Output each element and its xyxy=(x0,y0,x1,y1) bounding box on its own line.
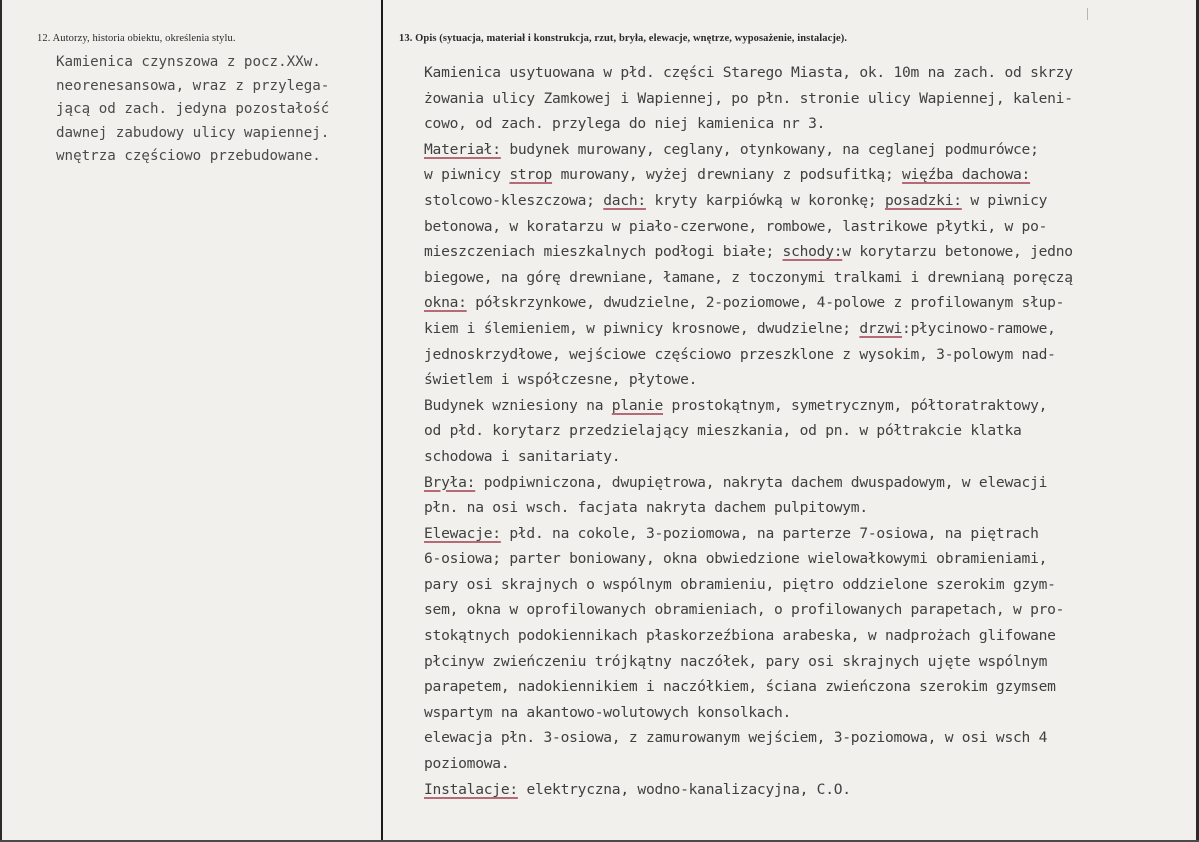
text-segment: kiem i ślemieniem, w piwnicy krosnowe, dwudzielne; xyxy=(424,319,860,337)
text-line xyxy=(424,239,1196,265)
text-segment: sem, okna w oprofilowanych obramieniach, o profilowanych parapetach, w pro- xyxy=(424,601,1065,619)
text-line xyxy=(424,214,1196,240)
text-segment: prostokątnym, symetrycznym, półtoratraktowy, xyxy=(663,396,1048,414)
text-line xyxy=(424,418,1196,444)
text-segment: schodowa i sanitariaty. xyxy=(424,447,621,465)
text-segment: podpiwniczona, dwupiętrowa, nakryta dachem dwuspadowym, w elewacji xyxy=(475,473,1048,491)
text-segment: biegowe, na górę drewniane, łamane, z toczonymi tralkami i drewnianą poręczą xyxy=(424,268,1073,286)
text-segment: cowo, od zach. przylega do niej kamienica nr 3. xyxy=(424,115,826,133)
text-line xyxy=(424,342,1196,368)
section-13-body xyxy=(424,60,1196,802)
text-segment: 6-osiowa; parter boniowany, okna obwiedzione wielowałkowymi obramieniami, xyxy=(424,550,1048,568)
text-segment: płd. na cokole, 3-poziomowa, na parterze 7-osiowa, na piętrach xyxy=(500,524,1039,542)
text-segment: poziomowa. xyxy=(424,755,510,773)
text-line xyxy=(424,674,1196,700)
text-segment: w piwnicy xyxy=(424,166,510,184)
text-segment: Budynek wzniesiony na xyxy=(424,396,612,414)
text-segment: wspartym na akantowo-wolutowych konsolkach. xyxy=(424,703,792,721)
text-line: wnętrza częściowo przebudowane. xyxy=(56,148,321,165)
pencil-mark xyxy=(1087,8,1088,20)
text-line xyxy=(424,188,1196,214)
underlined-term: okna: xyxy=(424,294,467,312)
text-segment: Kamienica usytuowana w płd. części Starego Miasta, ok. 10m na zach. od skrzy xyxy=(424,64,1073,81)
text-segment: :płycinowo-ramowe, xyxy=(902,319,1056,337)
text-segment: w korytarzu betonowe, jedno xyxy=(842,243,1073,261)
text-line xyxy=(424,623,1196,649)
text-line xyxy=(424,367,1196,393)
section-12-body xyxy=(56,51,378,169)
underlined-term: drzwi xyxy=(859,319,903,337)
text-line xyxy=(424,470,1196,496)
text-line xyxy=(424,725,1196,751)
text-segment: murowany, wyżej drewniany z podsufitką; xyxy=(552,166,903,184)
text-line xyxy=(424,777,1196,803)
text-line: jącą od zach. jedyna pozostałość xyxy=(56,101,330,118)
text-line xyxy=(424,162,1196,188)
text-line xyxy=(424,495,1196,521)
text-segment: kryty karpiówką w koronkę; xyxy=(645,191,885,209)
text-line xyxy=(424,597,1196,623)
text-segment: betonowa, w koratarzu w piało-czerwone, rombowe, lastrikowe płytki, w po- xyxy=(424,217,1048,235)
underlined-term: schody: xyxy=(782,243,843,261)
text-line xyxy=(424,316,1196,342)
underlined-term: więźba dachowa: xyxy=(902,166,1031,184)
underlined-term: dach: xyxy=(603,191,646,209)
text-segment: żowania ulicy Zamkowej i Wapiennej, po płn. stronie ulicy Wapiennej, kaleni- xyxy=(424,89,1073,107)
text-segment: pary osi skrajnych o wspólnym obramieniu, piętro oddzielone szerokim gzym- xyxy=(424,575,1056,593)
text-line: neorenesansowa, wraz z przylega- xyxy=(56,77,330,94)
text-line xyxy=(424,521,1196,547)
text-line xyxy=(424,649,1196,675)
text-line xyxy=(424,546,1196,572)
underlined-term: Instalacje: xyxy=(424,780,518,798)
underlined-term: strop xyxy=(509,166,553,184)
left-border xyxy=(0,0,2,842)
text-line xyxy=(424,700,1196,726)
underlined-term: Bryła: xyxy=(424,473,476,491)
text-line xyxy=(424,111,1196,137)
text-segment: świetlem i współczesne, płytowe. xyxy=(424,371,698,389)
text-segment: parapetem, nadokiennikiem i naczółkiem, ściana zwieńczona szerokim gzymsem xyxy=(424,678,1056,696)
text-segment: jednoskrzydłowe, wejściowe częściowo przeszklone z wysokim, 3-polowym nad- xyxy=(424,345,1056,363)
text-line xyxy=(424,572,1196,598)
text-line xyxy=(424,290,1196,316)
text-segment: budynek murowany, ceglany, otynkowany, na ceglanej podmurówce; xyxy=(500,140,1039,158)
text-segment: mieszczeniach mieszkalnych podłogi białe; xyxy=(424,243,783,261)
text-line xyxy=(424,393,1196,419)
text-segment: elektryczna, wodno-kanalizacyjna, C.O. xyxy=(517,780,851,798)
underlined-term: Materiał: xyxy=(424,140,501,158)
text-segment: płcinyw zwieńczeniu trójkątny naczółek, pary osi skrajnych ujęte wspólnym xyxy=(424,652,1048,670)
text-segment: półskrzynkowe, dwudzielne, 2-poziomowe, 4-polowe z profilowanym słup- xyxy=(466,294,1065,312)
text-line xyxy=(424,751,1196,777)
text-segment: stolcowo-kleszczowa; xyxy=(424,191,604,209)
text-line xyxy=(424,60,1196,86)
text-segment: stokątnych podokiennikach płaskorzeźbiona arabeska, w nadprożach glifowane xyxy=(424,627,1056,645)
text-line: Kamienica czynszowa z pocz.XXw. xyxy=(56,54,321,70)
text-line xyxy=(424,137,1196,163)
text-line xyxy=(424,444,1196,470)
underlined-term: Elewacje: xyxy=(424,524,501,542)
column-divider xyxy=(381,0,383,842)
text-line: dawnej zabudowy ulicy wapiennej. xyxy=(56,124,330,141)
text-segment: od płd. korytarz przedzielający mieszkania, od pn. w półtrakcie klatka xyxy=(424,422,1022,440)
text-segment: elewacja płn. 3-osiowa, z zamurowanym wejściem, 3-poziomowa, w osi wsch 4 xyxy=(424,729,1048,747)
section-13-heading: 13. Opis (sytuacja, materiał i konstrukcja, rzut, bryła, elewacje, wnętrze, wyposażenie, instalacje). xyxy=(399,33,848,44)
section-12-heading: 12. Autorzy, historia obiektu, określenia stylu. xyxy=(37,33,236,44)
underlined-term: posadzki: xyxy=(884,191,962,209)
text-line xyxy=(424,86,1196,112)
underlined-term: planie xyxy=(611,396,664,414)
text-segment: płn. na osi wsch. facjata nakryta dachem pulpitowym. xyxy=(424,499,868,517)
text-segment: w piwnicy xyxy=(961,191,1048,209)
text-line xyxy=(424,265,1196,291)
